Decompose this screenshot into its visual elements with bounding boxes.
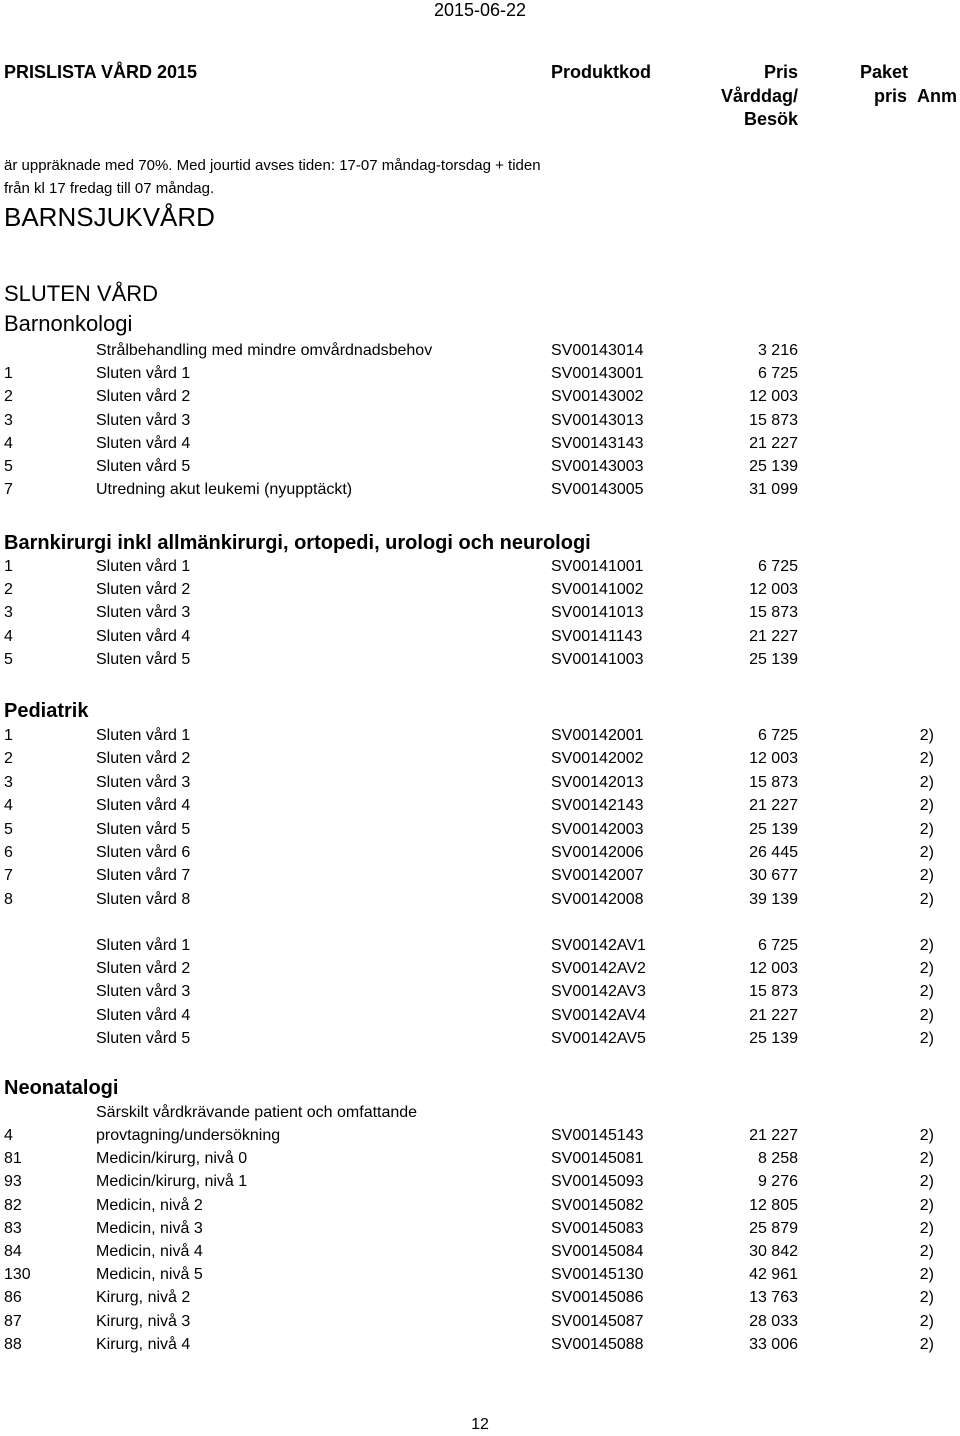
row-description: Sluten vård 4 <box>96 627 191 645</box>
table-row <box>0 937 960 960</box>
page-number: 12 <box>471 1416 489 1433</box>
row-price: 21 227 <box>749 797 798 815</box>
table-row <box>0 774 960 797</box>
row-remark: 2) <box>919 890 934 908</box>
table-row <box>0 365 960 388</box>
row-number: 4 <box>4 627 13 645</box>
row-product-code: SV00145143 <box>551 1127 644 1144</box>
table-row <box>0 1150 960 1173</box>
row-number: 5 <box>4 650 13 668</box>
row-price: 25 139 <box>749 820 798 838</box>
table-row <box>0 1197 960 1220</box>
table-row <box>0 797 960 820</box>
row-description: Sluten vård 4 <box>96 797 191 815</box>
pricelist-title: PRISLISTA VÅRD 2015 <box>4 62 198 82</box>
row-product-code: SV00145130 <box>551 1266 644 1284</box>
row-price: 39 139 <box>749 890 798 908</box>
row-product-code: SV00141001 <box>551 558 644 575</box>
row-price: 30 677 <box>749 867 798 885</box>
row-number: 130 <box>4 1266 31 1284</box>
table-row <box>0 388 960 411</box>
row-description: Sluten vård 1 <box>96 558 191 575</box>
row-price: 12 003 <box>749 388 798 406</box>
row-product-code: SV00143005 <box>551 481 644 499</box>
jourtid-note-line-1: är uppräknade med 70%. Med jourtid avses tiden: 17-07 måndag-torsdag + tiden <box>4 157 541 174</box>
row-price: 6 725 <box>757 558 798 575</box>
table-row <box>0 1007 960 1030</box>
row-product-code: SV00143143 <box>551 434 644 452</box>
row-number: 93 <box>4 1173 22 1191</box>
row-product-code: SV00142AV4 <box>551 1006 646 1024</box>
section-title-barnkirurgi: Barnkirurgi inkl allmänkirurgi, ortopedi, urologi och neurologi <box>4 532 591 554</box>
row-description: Sluten vård 2 <box>96 388 191 406</box>
row-number: 1 <box>4 558 13 575</box>
row-price: 15 873 <box>749 773 798 791</box>
row-price: 15 873 <box>749 604 798 622</box>
row-number: 7 <box>4 481 13 499</box>
jourtid-note-line-2: från kl 17 fredag till 07 måndag. <box>4 180 215 197</box>
table-row <box>0 750 960 773</box>
row-price: 15 873 <box>749 411 798 429</box>
row-price: 12 003 <box>749 960 798 978</box>
row-product-code: SV00142143 <box>551 797 644 815</box>
row-description: Kirurg, nivå 4 <box>96 1335 191 1353</box>
section-title-neonatalogi: Neonatalogi <box>4 1077 119 1099</box>
row-number: 5 <box>4 458 13 475</box>
row-product-code: SV00145084 <box>551 1243 644 1260</box>
row-price: 6 725 <box>757 937 798 954</box>
table-row <box>0 342 960 365</box>
row-number: 2 <box>4 388 13 406</box>
row-product-code: SV00143001 <box>551 365 644 383</box>
row-description: Sluten vård 5 <box>96 1029 191 1047</box>
row-price: 25 139 <box>749 1029 798 1047</box>
row-description: Sluten vård 3 <box>96 411 191 429</box>
row-price: 8 258 <box>757 1150 798 1168</box>
row-remark: 2) <box>919 797 934 815</box>
row-description: Sluten vård 4 <box>96 434 191 452</box>
row-description: Sluten vård 2 <box>96 581 191 599</box>
row-price: 33 006 <box>749 1335 798 1353</box>
row-number: 2 <box>4 581 13 599</box>
table-row <box>0 1336 960 1359</box>
row-description: Utredning akut leukemi (nyupptäckt) <box>96 481 353 499</box>
table-row <box>0 604 960 627</box>
row-number: 84 <box>4 1243 22 1260</box>
table-row <box>0 628 960 651</box>
row-number: 3 <box>4 773 13 791</box>
table-row <box>0 1243 960 1266</box>
row-price: 21 227 <box>749 1127 798 1144</box>
row-remark: 2) <box>919 1006 934 1024</box>
row-remark: 2) <box>919 750 934 768</box>
table-row <box>0 481 960 504</box>
row-price: 12 805 <box>749 1196 798 1214</box>
table-row <box>0 983 960 1006</box>
section-title-barnonkologi: Barnonkologi <box>4 311 133 336</box>
row-product-code: SV00143002 <box>551 388 644 406</box>
row-remark: 2) <box>919 844 934 861</box>
row-description: Sluten vård 2 <box>96 750 191 768</box>
row-product-code: SV00145093 <box>551 1173 644 1191</box>
row-number: 82 <box>4 1196 22 1214</box>
column-header-anm: Anm <box>917 86 957 106</box>
row-price: 21 227 <box>749 434 798 452</box>
row-price: 6 725 <box>757 365 798 383</box>
row-description: Medicin/kirurg, nivå 0 <box>96 1150 248 1168</box>
row-product-code: SV00145081 <box>551 1150 644 1168</box>
row-price: 25 139 <box>749 650 798 668</box>
row-price: 9 276 <box>757 1173 798 1191</box>
row-number: 5 <box>4 820 13 838</box>
row-description: provtagning/undersökning <box>96 1127 281 1144</box>
row-remark: 2) <box>919 1335 934 1353</box>
row-product-code: SV00145087 <box>551 1312 644 1330</box>
row-description: Medicin, nivå 3 <box>96 1219 203 1237</box>
row-description: Kirurg, nivå 3 <box>96 1312 191 1330</box>
column-header-pris-varddag: Vårddag/ <box>720 86 798 106</box>
table-row <box>0 651 960 674</box>
row-remark: 2) <box>919 937 934 954</box>
row-product-code: SV00143013 <box>551 411 644 429</box>
row-remark: 2) <box>919 1266 934 1284</box>
row-number: 4 <box>4 797 13 815</box>
row-remark: 2) <box>919 1312 934 1330</box>
row-description: Sluten vård 5 <box>96 820 191 838</box>
row-product-code: SV00142006 <box>551 844 644 861</box>
row-description: Sluten vård 6 <box>96 844 191 861</box>
table-row <box>0 435 960 458</box>
row-number: 87 <box>4 1312 22 1330</box>
row-price: 12 003 <box>749 750 798 768</box>
row-description: Sluten vård 8 <box>96 890 191 908</box>
row-description: Medicin, nivå 5 <box>96 1266 203 1284</box>
row-description: Sluten vård 3 <box>96 773 191 791</box>
row-description: Medicin/kirurg, nivå 1 <box>96 1173 248 1191</box>
row-remark: 2) <box>919 820 934 838</box>
row-remark: 2) <box>919 1173 934 1191</box>
table-row <box>0 1313 960 1336</box>
row-remark: 2) <box>919 983 934 1001</box>
row-price: 25 879 <box>749 1219 798 1237</box>
row-product-code: SV00145086 <box>551 1289 644 1307</box>
row-number: 88 <box>4 1335 22 1353</box>
row-product-code: SV00141003 <box>551 650 644 668</box>
row-description: Strålbehandling med mindre omvårdnadsbehov <box>96 342 433 359</box>
row-remark: 2) <box>919 1219 934 1237</box>
table-row <box>0 844 960 867</box>
row-price: 13 763 <box>749 1289 798 1307</box>
row-product-code: SV00142AV3 <box>551 983 646 1001</box>
row-remark: 2) <box>919 773 934 791</box>
row-price: 21 227 <box>749 627 798 645</box>
row-number: 7 <box>4 867 13 885</box>
row-number: 6 <box>4 844 13 861</box>
row-price: 3 216 <box>757 342 798 359</box>
row-remark: 2) <box>919 1196 934 1214</box>
neonatalogi-first-description-line-1: Särskilt vårdkrävande patient och omfattande <box>96 1104 418 1121</box>
column-header-pris: Pris <box>763 62 798 82</box>
row-number: 1 <box>4 365 13 383</box>
row-remark: 2) <box>919 1243 934 1260</box>
row-description: Medicin, nivå 4 <box>96 1243 203 1260</box>
row-product-code: SV00142013 <box>551 773 644 791</box>
row-product-code: SV00143014 <box>551 342 644 359</box>
row-price: 26 445 <box>749 844 798 861</box>
row-description: Kirurg, nivå 2 <box>96 1289 191 1307</box>
row-number: 3 <box>4 411 13 429</box>
row-product-code: SV00145083 <box>551 1219 644 1237</box>
row-description: Sluten vård 1 <box>96 727 191 744</box>
table-row <box>0 581 960 604</box>
row-remark: 2) <box>919 960 934 978</box>
row-product-code: SV00142001 <box>551 727 644 744</box>
row-product-code: SV00142002 <box>551 750 644 768</box>
row-number: 81 <box>4 1150 22 1168</box>
row-description: Sluten vård 5 <box>96 650 191 668</box>
row-number: 4 <box>4 1127 13 1144</box>
heading-sluten-vard: SLUTEN VÅRD <box>4 281 159 306</box>
document-date: 2015-06-22 <box>433 0 527 20</box>
row-remark: 2) <box>919 1150 934 1168</box>
row-number: 83 <box>4 1219 22 1237</box>
row-product-code: SV00142AV5 <box>551 1029 646 1047</box>
row-product-code: SV00141013 <box>551 604 644 622</box>
table-row <box>0 1127 960 1150</box>
row-price: 12 003 <box>749 581 798 599</box>
row-description: Sluten vård 1 <box>96 365 191 383</box>
table-row <box>0 1289 960 1312</box>
heading-barnsjukvard: BARNSJUKVÅRD <box>4 202 215 232</box>
table-row <box>0 1030 960 1053</box>
row-product-code: SV00142AV2 <box>551 960 646 978</box>
row-product-code: SV00141002 <box>551 581 644 599</box>
row-product-code: SV00141143 <box>551 627 643 645</box>
row-product-code: SV00145088 <box>551 1335 644 1353</box>
section-title-pediatrik: Pediatrik <box>4 700 89 722</box>
row-product-code: SV00142008 <box>551 890 644 908</box>
row-remark: 2) <box>919 1127 934 1144</box>
row-remark: 2) <box>919 727 934 744</box>
row-price: 21 227 <box>749 1006 798 1024</box>
row-description: Sluten vård 2 <box>96 960 191 978</box>
row-number: 8 <box>4 890 13 908</box>
row-number: 86 <box>4 1289 22 1307</box>
table-row <box>0 458 960 481</box>
column-header-paket-pris: pris <box>874 86 908 106</box>
row-description: Sluten vård 5 <box>96 458 191 475</box>
table-row <box>0 1173 960 1196</box>
row-number: 4 <box>4 434 13 452</box>
row-description: Sluten vård 7 <box>96 867 191 885</box>
table-row <box>0 558 960 581</box>
row-number: 1 <box>4 727 13 744</box>
table-row <box>0 891 960 914</box>
row-description: Sluten vård 3 <box>96 983 191 1001</box>
table-row <box>0 1220 960 1243</box>
row-product-code: SV00142003 <box>551 820 644 838</box>
table-row <box>0 1266 960 1289</box>
row-price: 31 099 <box>749 481 798 499</box>
table-row <box>0 821 960 844</box>
column-header-pris-besok: Besök <box>743 109 798 129</box>
row-number: 3 <box>4 604 13 622</box>
row-remark: 2) <box>919 1029 934 1047</box>
row-description: Medicin, nivå 2 <box>96 1196 203 1214</box>
table-row <box>0 960 960 983</box>
row-product-code: SV00145082 <box>551 1196 644 1214</box>
row-description: Sluten vård 4 <box>96 1006 191 1024</box>
row-description: Sluten vård 1 <box>96 937 191 954</box>
table-row <box>0 867 960 890</box>
row-description: Sluten vård 3 <box>96 604 191 622</box>
row-remark: 2) <box>919 1289 934 1307</box>
row-price: 6 725 <box>757 727 798 744</box>
table-row <box>0 727 960 750</box>
column-header-paket: Paket <box>860 62 909 82</box>
table-row <box>0 412 960 435</box>
row-product-code: SV00142007 <box>551 867 644 885</box>
row-remark: 2) <box>919 867 934 885</box>
row-price: 42 961 <box>749 1266 798 1284</box>
row-price: 15 873 <box>749 983 798 1001</box>
row-number: 2 <box>4 750 13 768</box>
row-product-code: SV00143003 <box>551 458 644 475</box>
row-price: 28 033 <box>749 1312 798 1330</box>
row-price: 25 139 <box>749 458 798 475</box>
column-header-produktkod: Produktkod <box>551 62 652 82</box>
row-price: 30 842 <box>749 1243 798 1260</box>
row-product-code: SV00142AV1 <box>551 937 646 954</box>
